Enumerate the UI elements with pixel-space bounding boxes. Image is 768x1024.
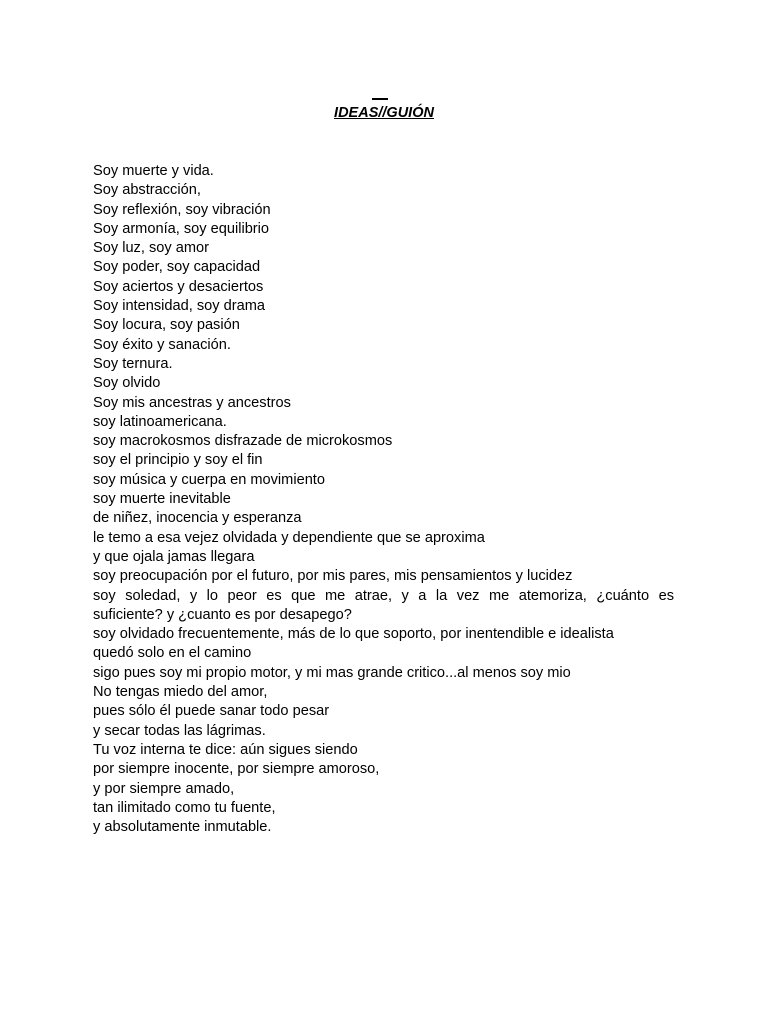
- poem-line: Soy éxito y sanación.: [93, 336, 231, 353]
- poem-line: quedó solo en el camino: [93, 645, 252, 662]
- poem-line: soy el principio y soy el fin: [93, 452, 263, 469]
- poem-line: y que ojala jamas llegara: [93, 548, 255, 565]
- poem-body: [93, 162, 674, 837]
- poem-line: Soy locura, soy pasión: [93, 317, 240, 334]
- poem-line: Soy armonía, soy equilibrio: [93, 220, 270, 237]
- poem-line: Soy aciertos y desaciertos: [93, 278, 264, 295]
- poem-line: suficiente? y ¿cuanto es por desapego?: [93, 606, 352, 623]
- poem-line: pues sólo él puede sanar todo pesar: [93, 703, 330, 720]
- poem-line: de niñez, inocencia y esperanza: [93, 510, 302, 527]
- header-mark: [372, 98, 388, 100]
- poem-line: sigo pues soy mi propio motor, y mi mas grande critico...al menos soy mio: [93, 664, 571, 681]
- poem-line: Soy luz, soy amor: [93, 240, 209, 257]
- poem-line: y secar todas las lágrimas.: [93, 722, 266, 739]
- poem-line: por siempre inocente, por siempre amoroso,: [93, 761, 380, 778]
- poem-line: Soy reflexión, soy vibración: [93, 201, 271, 218]
- poem-line: Soy muerte y vida.: [93, 163, 214, 179]
- poem-line: y por siempre amado,: [93, 780, 235, 797]
- poem-line: le temo a esa vejez olvidada y dependiente que se aproxima: [93, 529, 485, 546]
- poem-line: Soy poder, soy capacidad: [93, 259, 261, 276]
- poem-line: soy olvidado frecuentemente, más de lo que soporto, por inentendible e idealista: [93, 626, 614, 643]
- poem-line: Tu voz interna te dice: aún sigues siendo: [93, 741, 358, 758]
- poem-line: Soy intensidad, soy drama: [93, 298, 265, 315]
- poem-line: soy soledad, y lo peor es que me atrae, y a la vez me atemoriza, ¿cuánto es: [93, 587, 674, 604]
- poem-line: Soy abstracción,: [93, 182, 201, 199]
- poem-line: soy muerte inevitable: [93, 491, 231, 508]
- poem-line: soy macrokosmos disfrazade de microkosmos: [93, 433, 393, 450]
- poem-line: soy latinoamericana.: [93, 413, 227, 430]
- poem-line: tan ilimitado como tu fuente,: [93, 799, 276, 816]
- poem-line: soy música y cuerpa en movimiento: [93, 471, 325, 488]
- poem-line: Soy olvido: [93, 375, 161, 392]
- page-title: IDEAS//GUIÓN: [334, 105, 434, 121]
- poem-line: Soy mis ancestras y ancestros: [93, 394, 291, 411]
- poem-line: Soy ternura.: [93, 355, 173, 372]
- poem-line: y absolutamente inmutable.: [93, 819, 272, 836]
- poem-line: soy preocupación por el futuro, por mis pares, mis pensamientos y lucidez: [93, 568, 573, 585]
- poem-line: No tengas miedo del amor,: [93, 684, 268, 701]
